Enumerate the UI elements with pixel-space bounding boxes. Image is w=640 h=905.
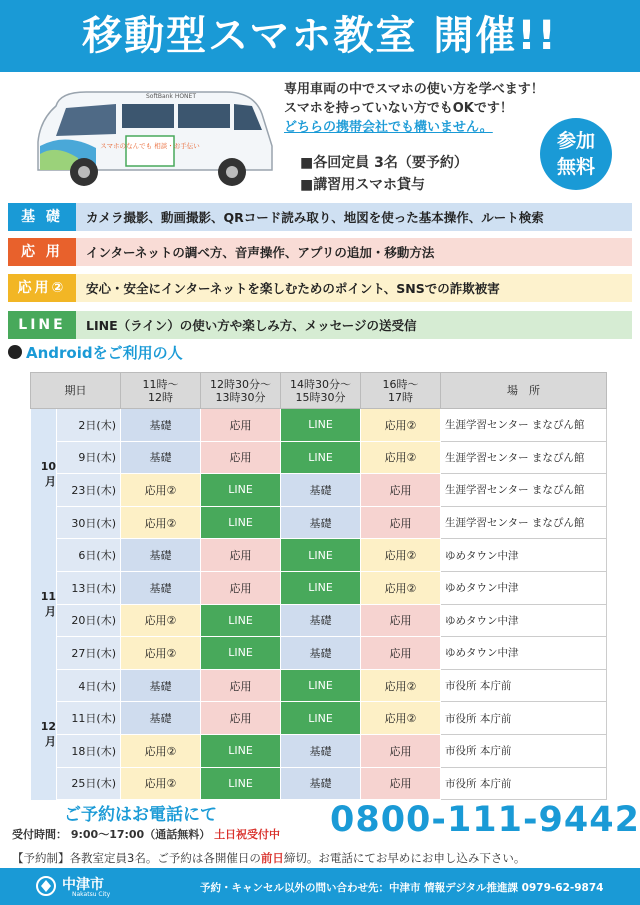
date-cell: 30日(木) [31, 506, 121, 539]
slot-cell: 応用② [361, 441, 441, 474]
slot-cell: 基礎 [121, 441, 201, 474]
page-title: 移動型スマホ教室 開催!! [0, 0, 640, 72]
slot-cell: LINE [281, 702, 361, 735]
slot-cell: 応用② [121, 604, 201, 637]
slot-cell: LINE [201, 767, 281, 800]
place-cell: 市役所 本庁前 [441, 702, 607, 735]
slot-cell: 基礎 [281, 506, 361, 539]
table-header-cell: 場 所 [441, 373, 607, 409]
place-cell: 生涯学習センター まなぴん館 [441, 506, 607, 539]
table-row [31, 474, 607, 507]
slot-cell: 基礎 [121, 702, 201, 735]
date-cell: 6日(木) 11月 [31, 539, 121, 572]
course-desc: 安心・安全にインターネットを楽しむためのポイント、SNSでの詐欺被害 [86, 281, 500, 296]
bullet-item: ■各回定員 3名（要予約） [300, 155, 468, 171]
date-cell: 27日(木) [31, 637, 121, 670]
table-header-cell: 11時～ 12時 [121, 373, 201, 409]
city-logo-text: 中津市 [62, 877, 104, 893]
slot-cell: 応用② [121, 506, 201, 539]
table-row [31, 637, 607, 670]
slot-cell: LINE [201, 637, 281, 670]
reserve-heading: ご予約はお電話にて [64, 805, 217, 825]
slot-cell: LINE [201, 734, 281, 767]
slot-cell: LINE [201, 474, 281, 507]
slot-cell: 応用 [201, 539, 281, 572]
slot-cell: 応用② [121, 474, 201, 507]
slot-cell: 応用② [361, 571, 441, 604]
intro-line: スマホを持っていない方でもOKです！ [284, 101, 513, 116]
table-header-cell: 期日 [31, 373, 121, 409]
slot-cell: 応用② [361, 702, 441, 735]
city-logo-subtext: Nakatsu City [72, 891, 111, 898]
slot-cell: 基礎 [281, 604, 361, 637]
slot-cell: 応用 [361, 734, 441, 767]
slot-cell: 応用 [201, 669, 281, 702]
place-cell: 市役所 本庁前 [441, 767, 607, 800]
place-cell: ゆめタウン中津 [441, 637, 607, 670]
slot-cell: 応用 [361, 767, 441, 800]
table-row [31, 669, 607, 702]
course-tag: 応 用 [8, 238, 76, 266]
table-row [31, 409, 607, 442]
badge-line: 参加 [556, 130, 595, 152]
slot-cell: LINE [281, 441, 361, 474]
table-row [31, 506, 607, 539]
table-row [31, 441, 607, 474]
course-desc: インターネットの調べ方、音声操作、アプリの追加・移動方法 [86, 245, 435, 260]
month-label: 12月 [31, 670, 57, 800]
slot-cell: 基礎 [281, 637, 361, 670]
date-cell: 13日(木) [31, 571, 121, 604]
slot-cell: 応用② [361, 669, 441, 702]
course-desc: カメラ撮影、動画撮影、QRコード読み取り、地図を使った基本操作、ルート検索 [86, 210, 544, 225]
table-header-row [31, 373, 607, 409]
van-brand-text: SoftBank HONET [146, 93, 196, 100]
slot-cell: 応用② [121, 734, 201, 767]
section-title-text: Androidをご利用の人 [26, 344, 183, 362]
course-tag: 基 礎 [8, 203, 76, 231]
slot-cell: LINE [281, 409, 361, 442]
van-side-text: スマホのなんでも 相談・お手伝い [100, 142, 200, 150]
table-row [31, 702, 607, 735]
slot-cell: 基礎 [121, 539, 201, 572]
date-cell: 4日(木) 12月 [31, 669, 121, 702]
slot-cell: LINE [281, 539, 361, 572]
date-cell: 25日(木) [31, 767, 121, 800]
slot-cell: LINE [281, 669, 361, 702]
table-row [31, 734, 607, 767]
table-header-cell: 14時30分～ 15時30分 [281, 373, 361, 409]
date-cell: 11日(木) [31, 702, 121, 735]
course-tag: 応用② [8, 274, 76, 302]
place-cell: ゆめタウン中津 [441, 604, 607, 637]
slot-cell: 応用 [361, 506, 441, 539]
bullet-list [300, 152, 468, 196]
slot-cell: 基礎 [121, 409, 201, 442]
date-cell: 9日(木) [31, 441, 121, 474]
slot-cell: 応用 [201, 702, 281, 735]
slot-cell: 基礎 [281, 474, 361, 507]
hero-section [0, 72, 640, 200]
course-desc: LINE（ライン）の使い方や楽しみ方、メッセージの送受信 [86, 318, 417, 333]
slot-cell: 基礎 [121, 571, 201, 604]
phone-number[interactable]: 0800-111-9442 [330, 800, 640, 840]
rule-deadline: 前日 [260, 851, 284, 865]
slot-cell: 基礎 [121, 669, 201, 702]
slot-cell: 応用 [361, 604, 441, 637]
table-row [31, 604, 607, 637]
footer [0, 868, 640, 905]
intro-text [284, 80, 584, 137]
date-cell: 18日(木) [31, 734, 121, 767]
slot-cell: 応用② [121, 767, 201, 800]
intro-line: 専用車両の中でスマホの使い方を学べます！ [284, 82, 544, 97]
inquiry-text: 予約・キャンセル以外の問い合わせ先：中津市 情報デジタル推進課 0979-62-9874 [200, 882, 604, 894]
slot-cell: 基礎 [281, 767, 361, 800]
course-row-kiso [8, 203, 632, 231]
date-cell: 2日(木) 10月 [31, 409, 121, 442]
schedule-table [30, 372, 607, 800]
closed-days-text: 土日祝受付中 [214, 828, 281, 841]
slot-cell: 応用② [361, 539, 441, 572]
place-cell: ゆめタウン中津 [441, 539, 607, 572]
table-header-cell: 12時30分～ 13時30分 [201, 373, 281, 409]
month-label: 10月 [31, 409, 57, 539]
place-cell: 生涯学習センター まなぴん館 [441, 409, 607, 442]
slot-cell: 応用 [361, 637, 441, 670]
place-cell: 市役所 本庁前 [441, 669, 607, 702]
month-label: 11月 [31, 539, 57, 669]
slot-cell: 応用 [361, 474, 441, 507]
table-row [31, 571, 607, 604]
place-cell: 市役所 本庁前 [441, 734, 607, 767]
slot-cell: 応用 [201, 409, 281, 442]
slot-cell: LINE [281, 571, 361, 604]
badge-line: 無料 [556, 156, 595, 178]
date-cell: 23日(木) [31, 474, 121, 507]
place-cell: 生涯学習センター まなぴん館 [441, 474, 607, 507]
bullet-dot-icon [8, 345, 22, 359]
rule-suffix: 締切。お電話にてお早めにお申し込み下さい。 [283, 851, 526, 865]
slot-cell: 応用② [361, 409, 441, 442]
section-title [8, 342, 183, 363]
hours-text: 受付時間： 9:00～17:00（通話無料） [12, 828, 211, 841]
slot-cell: 基礎 [281, 734, 361, 767]
table-header-cell: 16時～ 17時 [361, 373, 441, 409]
rule-prefix: 【予約制】各教室定員3名。ご予約は各開催日の [12, 851, 261, 865]
slot-cell: 応用 [201, 571, 281, 604]
city-logo-icon [36, 876, 56, 896]
intro-note: どちらの携帯会社でも構いません。 [284, 120, 493, 135]
course-row-ouyou2 [8, 274, 632, 302]
course-row-ouyou [8, 238, 632, 266]
place-cell: ゆめタウン中津 [441, 571, 607, 604]
table-row [31, 539, 607, 572]
bullet-item: ■講習用スマホ貸与 [300, 177, 425, 193]
reception-hours [12, 826, 280, 842]
slot-cell: 応用② [121, 637, 201, 670]
course-row-line [8, 311, 632, 339]
date-cell: 20日(木) [31, 604, 121, 637]
reservation-rule [12, 850, 525, 866]
slot-cell: 応用 [201, 441, 281, 474]
place-cell: 生涯学習センター まなぴん館 [441, 441, 607, 474]
free-badge [540, 118, 612, 190]
slot-cell: LINE [201, 506, 281, 539]
van-illustration [26, 84, 278, 192]
course-tag: LINE [8, 311, 76, 339]
table-row [31, 767, 607, 800]
slot-cell: LINE [201, 604, 281, 637]
